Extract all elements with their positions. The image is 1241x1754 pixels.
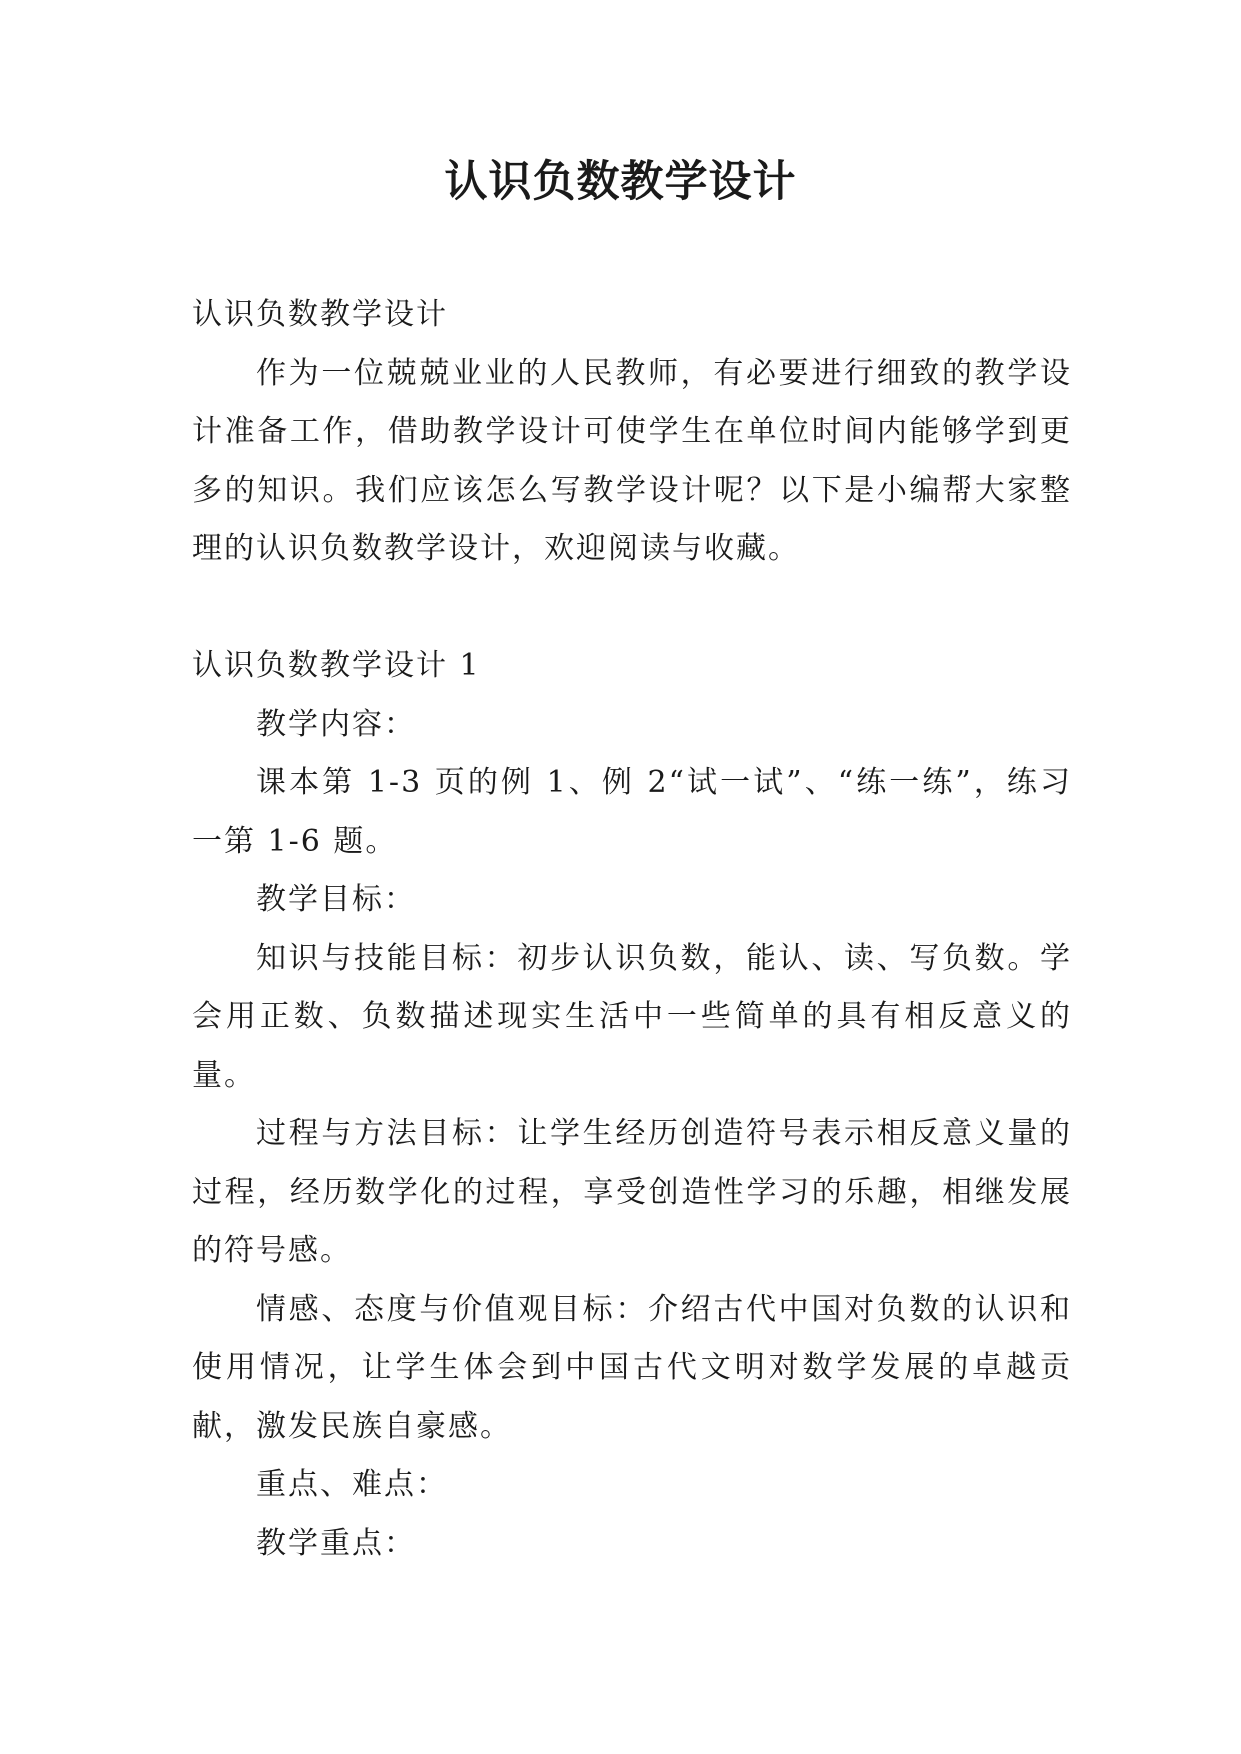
paragraph-emotion-goal: 情感、态度与价值观目标：介绍古代中国对负数的认识和使用情况，让学生体会到中国古代文明对数学发展的卓越贡献，激发民族自豪感。 <box>192 1291 1072 1444</box>
document-title: 认识负数教学设计 <box>444 157 797 207</box>
paragraph-intro: 作为一位兢兢业业的人民教师，有必要进行细致的教学设计准备工作，借助教学设计可使学生在单位时间内能够学到更多的知识。我们应该怎么写教学设计呢？以下是小编帮大家整理的认识负数教学设计，欢迎阅读与收藏。 <box>192 355 1072 566</box>
paragraph-process-goal: 过程与方法目标：让学生经历创造符号表示相反意义量的过程，经历数学化的过程，享受创造性学习的乐趣，相继发展的符号感。 <box>192 1116 1072 1268</box>
paragraph-teaching-content-label: 教学内容： <box>256 706 416 742</box>
paragraph-subtitle: 认识负数教学设计 <box>192 297 448 332</box>
document-body <box>192 286 1072 1573</box>
section-heading: 认识负数教学设计 1 <box>192 648 481 683</box>
paragraph-spacer <box>192 579 1072 638</box>
paragraph-teaching-content: 课本第 1-3 页的例 1、例 2“试一试”、“练一练”，练习一第 1-6 题。 <box>192 765 1072 859</box>
paragraph-knowledge-goal: 知识与技能目标：初步认识负数，能认、读、写负数。学会用正数、负数描述现实生活中一些简单的具有相反意义的量。 <box>192 940 1072 1093</box>
paragraph-teaching-goals-label: 教学目标： <box>256 882 416 917</box>
paragraph-teaching-focus-label: 教学重点： <box>256 1525 416 1561</box>
paragraph-key-points-label: 重点、难点： <box>256 1467 448 1502</box>
